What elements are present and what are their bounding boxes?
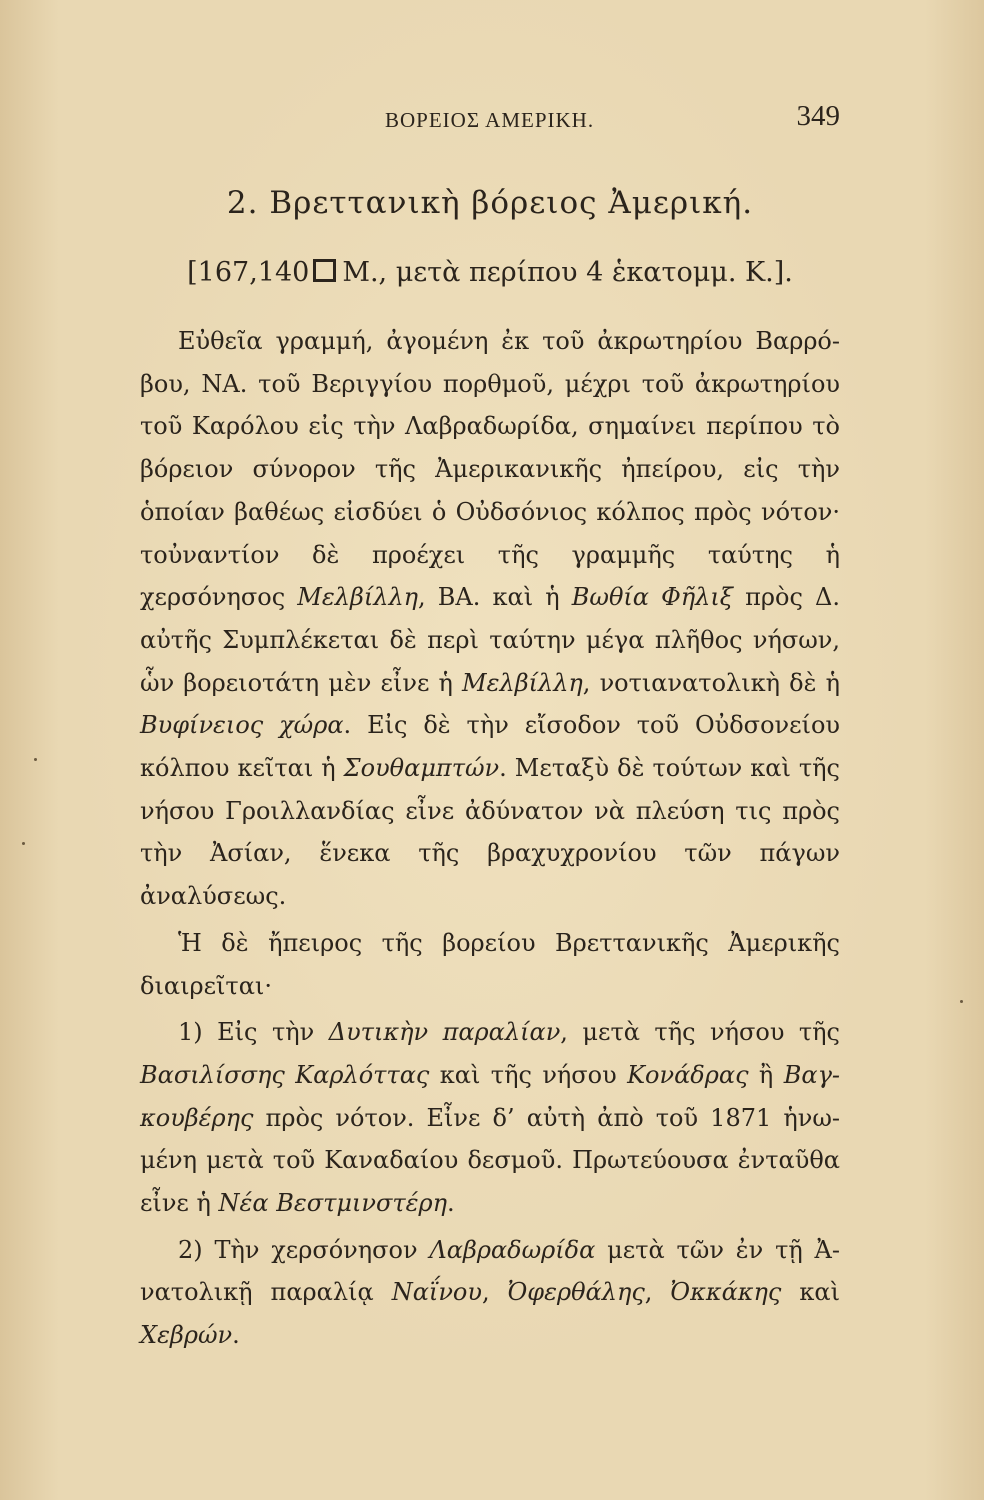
italic-name: Βυφίνειος χώρα (140, 711, 344, 740)
italic-name: Βαγκουβέρης (140, 1060, 841, 1132)
paragraph (140, 1011, 840, 1225)
text-run: , (481, 1278, 508, 1307)
italic-name: Ὀφερθάλης (507, 1278, 645, 1307)
text-run: πρὸς Δ. αὐτῆς Συμπλέκεται δὲ περὶ ταύτην μέγα πλῆθος νήσων, ὧν βορειοτάτη μὲν εἶνε ἡ (140, 583, 840, 697)
text-run: . (447, 1189, 455, 1218)
text-run: , (644, 1278, 671, 1307)
page-number: 349 (796, 100, 840, 132)
text-run: , νοτιανατολικὴ δὲ ἡ (582, 668, 841, 697)
italic-name: Μελβίλλη (462, 668, 583, 697)
area-figure: [167,140 (187, 257, 310, 288)
paragraph (140, 1229, 840, 1357)
text-run: καὶ τῆς νήσου (429, 1060, 628, 1089)
text-run: Ἡ δὲ ἤπειρος τῆς βορείου Βρεττανικῆς Ἀμερικῆς διαιρεῖται· (140, 928, 840, 1000)
text-run: . (232, 1321, 240, 1350)
text-run: μετὰ τῶν ἐν τῇ Ἀνατολικῇ παραλίᾳ (140, 1235, 840, 1307)
body-text (140, 320, 840, 1357)
running-head (140, 100, 840, 140)
section-heading: 2. Βρεττανικὴ βόρειος Ἀμερική. (226, 185, 754, 221)
italic-name: Βωθία Φῆλιξ (571, 583, 734, 612)
italic-name: Λαβραδωρίδα (429, 1235, 596, 1264)
text-run: 1) Εἰς τὴν (178, 1018, 329, 1047)
paragraph (140, 320, 840, 918)
margin-speck (34, 758, 37, 761)
text-run: . Εἰς δὲ τὴν εἴσοδον τοῦ Οὐδσονείου κόλπου κεῖται ἡ (140, 711, 840, 783)
text-run: . Μεταξὺ δὲ τούτων καὶ τῆς νήσου Γροιλλανδίας εἶνε ἀδύνατον νὰ πλεύση τις πρὸς τὴν Ἀσίαν, ἕνεκα τῆς βραχυχρονίου τῶν πάγων ἀναλύσεως. (140, 754, 840, 911)
margin-speck (960, 1000, 963, 1003)
paragraph (140, 922, 840, 1007)
area-line (140, 257, 840, 288)
italic-name: Μελβίλλη (297, 583, 419, 612)
square-miles-icon (313, 259, 336, 282)
italic-name: Νέα Βεστμινστέρη (218, 1189, 448, 1218)
italic-name: Κονάδρας (627, 1060, 749, 1089)
text-run: καὶ (781, 1278, 840, 1307)
italic-name: Σουθαμπτών (343, 754, 500, 783)
area-description: Μ., μετὰ περίπου 4 ἑκατομμ. Κ.]. (342, 257, 793, 288)
italic-name: Βασιλίσσης Καρλόττας (140, 1060, 430, 1089)
text-run: ἢ (748, 1060, 784, 1089)
text-run: πρὸς νότον. Εἶνε δ’ αὐτὴ ἀπὸ τοῦ 1871 ἡνωμένη μετὰ τοῦ Καναδαίου δεσμοῦ. Πρωτεύουσα ἐνταῦθα εἶνε ἡ (140, 1103, 840, 1218)
running-title: ΒΟΡΕΙΟΣ ΑΜΕΡΙΚΗ. (385, 108, 595, 132)
text-run: Εὐθεῖα γραμμή, ἀγομένη ἐκ τοῦ ἀκρωτηρίου Βαρρόβου, ΝΑ. τοῦ Βεριγγίου πορθμοῦ, μέχρι τοῦ ἀκρωτηρίου τοῦ Καρόλου εἰς τὴν Λαβραδωρίδα, σημαίνει περίπου τὸ βόρειον σύνορον τῆς Ἀμερικανικῆς ἠπείρου, εἰς τὴν ὁποίαν βαθέως εἰσδύει ὁ Οὐδσόνιος κόλπος πρὸς νότον· τοὐναντίον δὲ προέχει τῆς γραμμῆς ταύτης ἡ χερσόνησος (140, 327, 840, 612)
text-run: , ΒΑ. καὶ ἡ (418, 583, 572, 612)
text-run: , μετὰ τῆς νήσου τῆς (560, 1018, 840, 1047)
italic-name: Ὀκκάκης (670, 1278, 782, 1307)
margin-speck (22, 842, 25, 845)
text-run: 2) Τὴν χερσόνησον (178, 1235, 430, 1264)
italic-name: Χεβρών (140, 1321, 233, 1350)
italic-name: Ναΐνου (391, 1278, 482, 1307)
italic-name: Δυτικὴν παραλίαν (328, 1018, 561, 1047)
